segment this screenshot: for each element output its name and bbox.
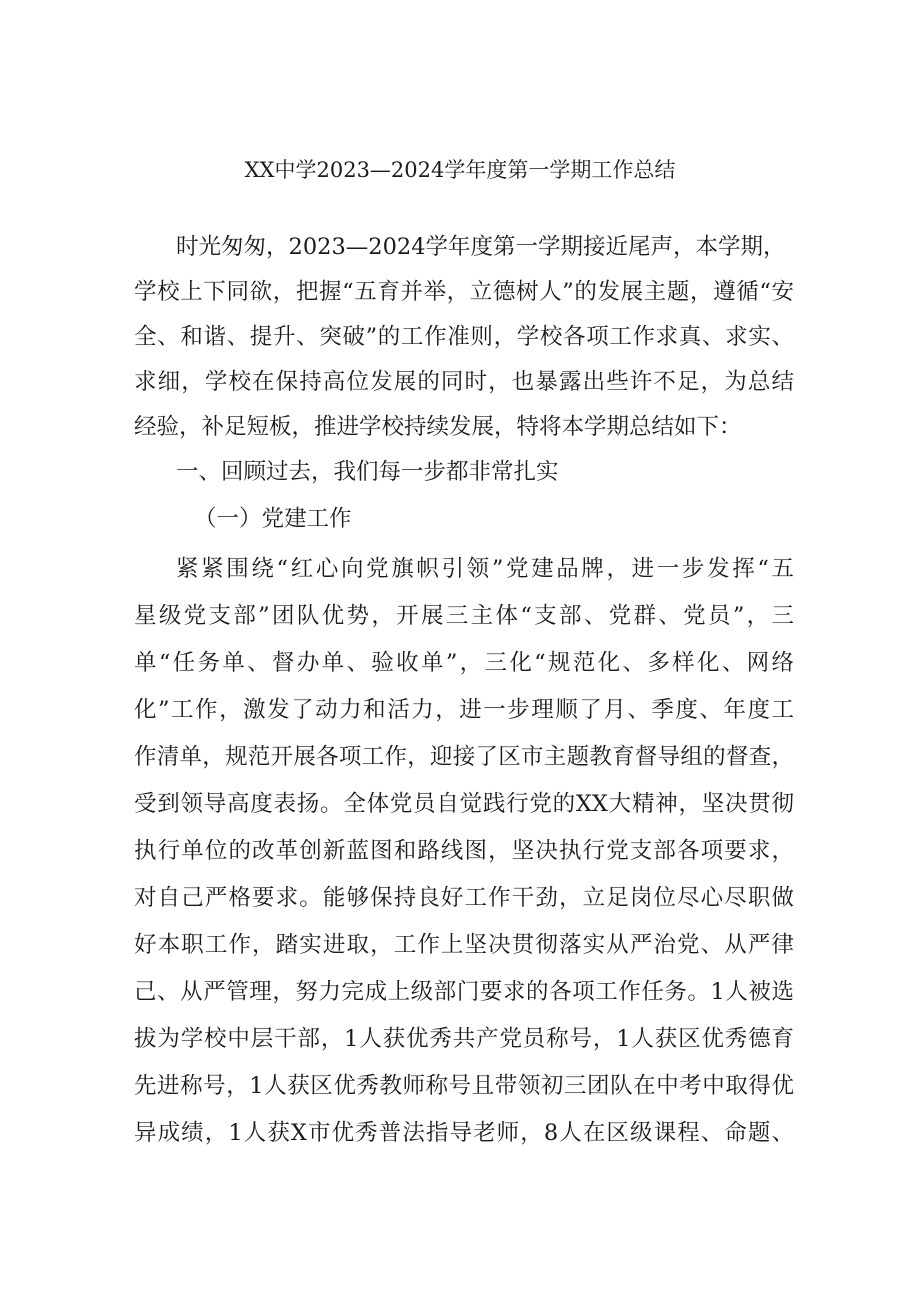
body-line-3: 单“任务单、督办单、验收单”，三化“规范化、多样化、网络 — [134, 650, 794, 676]
document-title: XX中学2023—2024学年度第一学期工作总结 — [244, 158, 676, 182]
body-line-13: 异成绩，1人获X市优秀普法指导老师，8人在区级课程、命题、 — [134, 1120, 794, 1146]
intro-line-1: 时光匆匆，2023—2024学年度第一学期接近尾声，本学期， — [176, 234, 786, 260]
intro-line-5: 经验，补足短板，推进学校持续发展，特将本学期总结如下： — [134, 414, 742, 440]
body-line-8: 对自己严格要求。能够保持良好工作干劲，立足岗位尽心尽职做 — [134, 885, 794, 911]
body-line-4: 化”工作，激发了动力和活力，进一步理顺了月、季度、年度工 — [134, 697, 794, 723]
intro-line-4: 求细，学校在保持高位发展的同时，也暴露出些许不足，为总结 — [134, 369, 794, 395]
intro-line-3: 全、和谐、提升、突破”的工作准则，学校各项工作求真、求实、 — [134, 324, 794, 350]
body-line-6: 受到领导高度表扬。全体党员自觉践行党的XX大精神，坚决贯彻 — [134, 791, 794, 817]
intro-line-2: 学校上下同欲，把握“五育并举，立德树人”的发展主题，遵循“安 — [134, 279, 794, 305]
body-line-5: 作清单，规范开展各项工作，迎接了区市主题教育督导组的督查， — [134, 744, 794, 770]
body-line-11: 拔为学校中层干部，1人获优秀共产党员称号，1人获区优秀德育 — [134, 1026, 794, 1052]
section-heading: 一、回顾过去，我们每一步都非常扎实 — [176, 459, 559, 485]
body-line-10: 己、从严管理，努力完成上级部门要求的各项工作任务。1人被选 — [134, 979, 794, 1005]
body-line-1: 紧紧围绕“红心向党旗帜引领”党建品牌，进一步发挥“五 — [176, 556, 794, 582]
body-line-7: 执行单位的改革创新蓝图和路线图，坚决执行党支部各项要求， — [134, 838, 794, 864]
body-line-9: 好本职工作，踏实进取，工作上坚决贯彻落实从严治党、从严律 — [134, 932, 794, 958]
subsection-heading: （一）党建工作 — [194, 506, 352, 532]
body-line-2: 星级党支部”团队优势，开展三主体“支部、党群、党员”，三 — [134, 603, 794, 629]
body-line-12: 先进称号，1人获区优秀教师称号且带领初三团队在中考中取得优 — [134, 1073, 794, 1099]
